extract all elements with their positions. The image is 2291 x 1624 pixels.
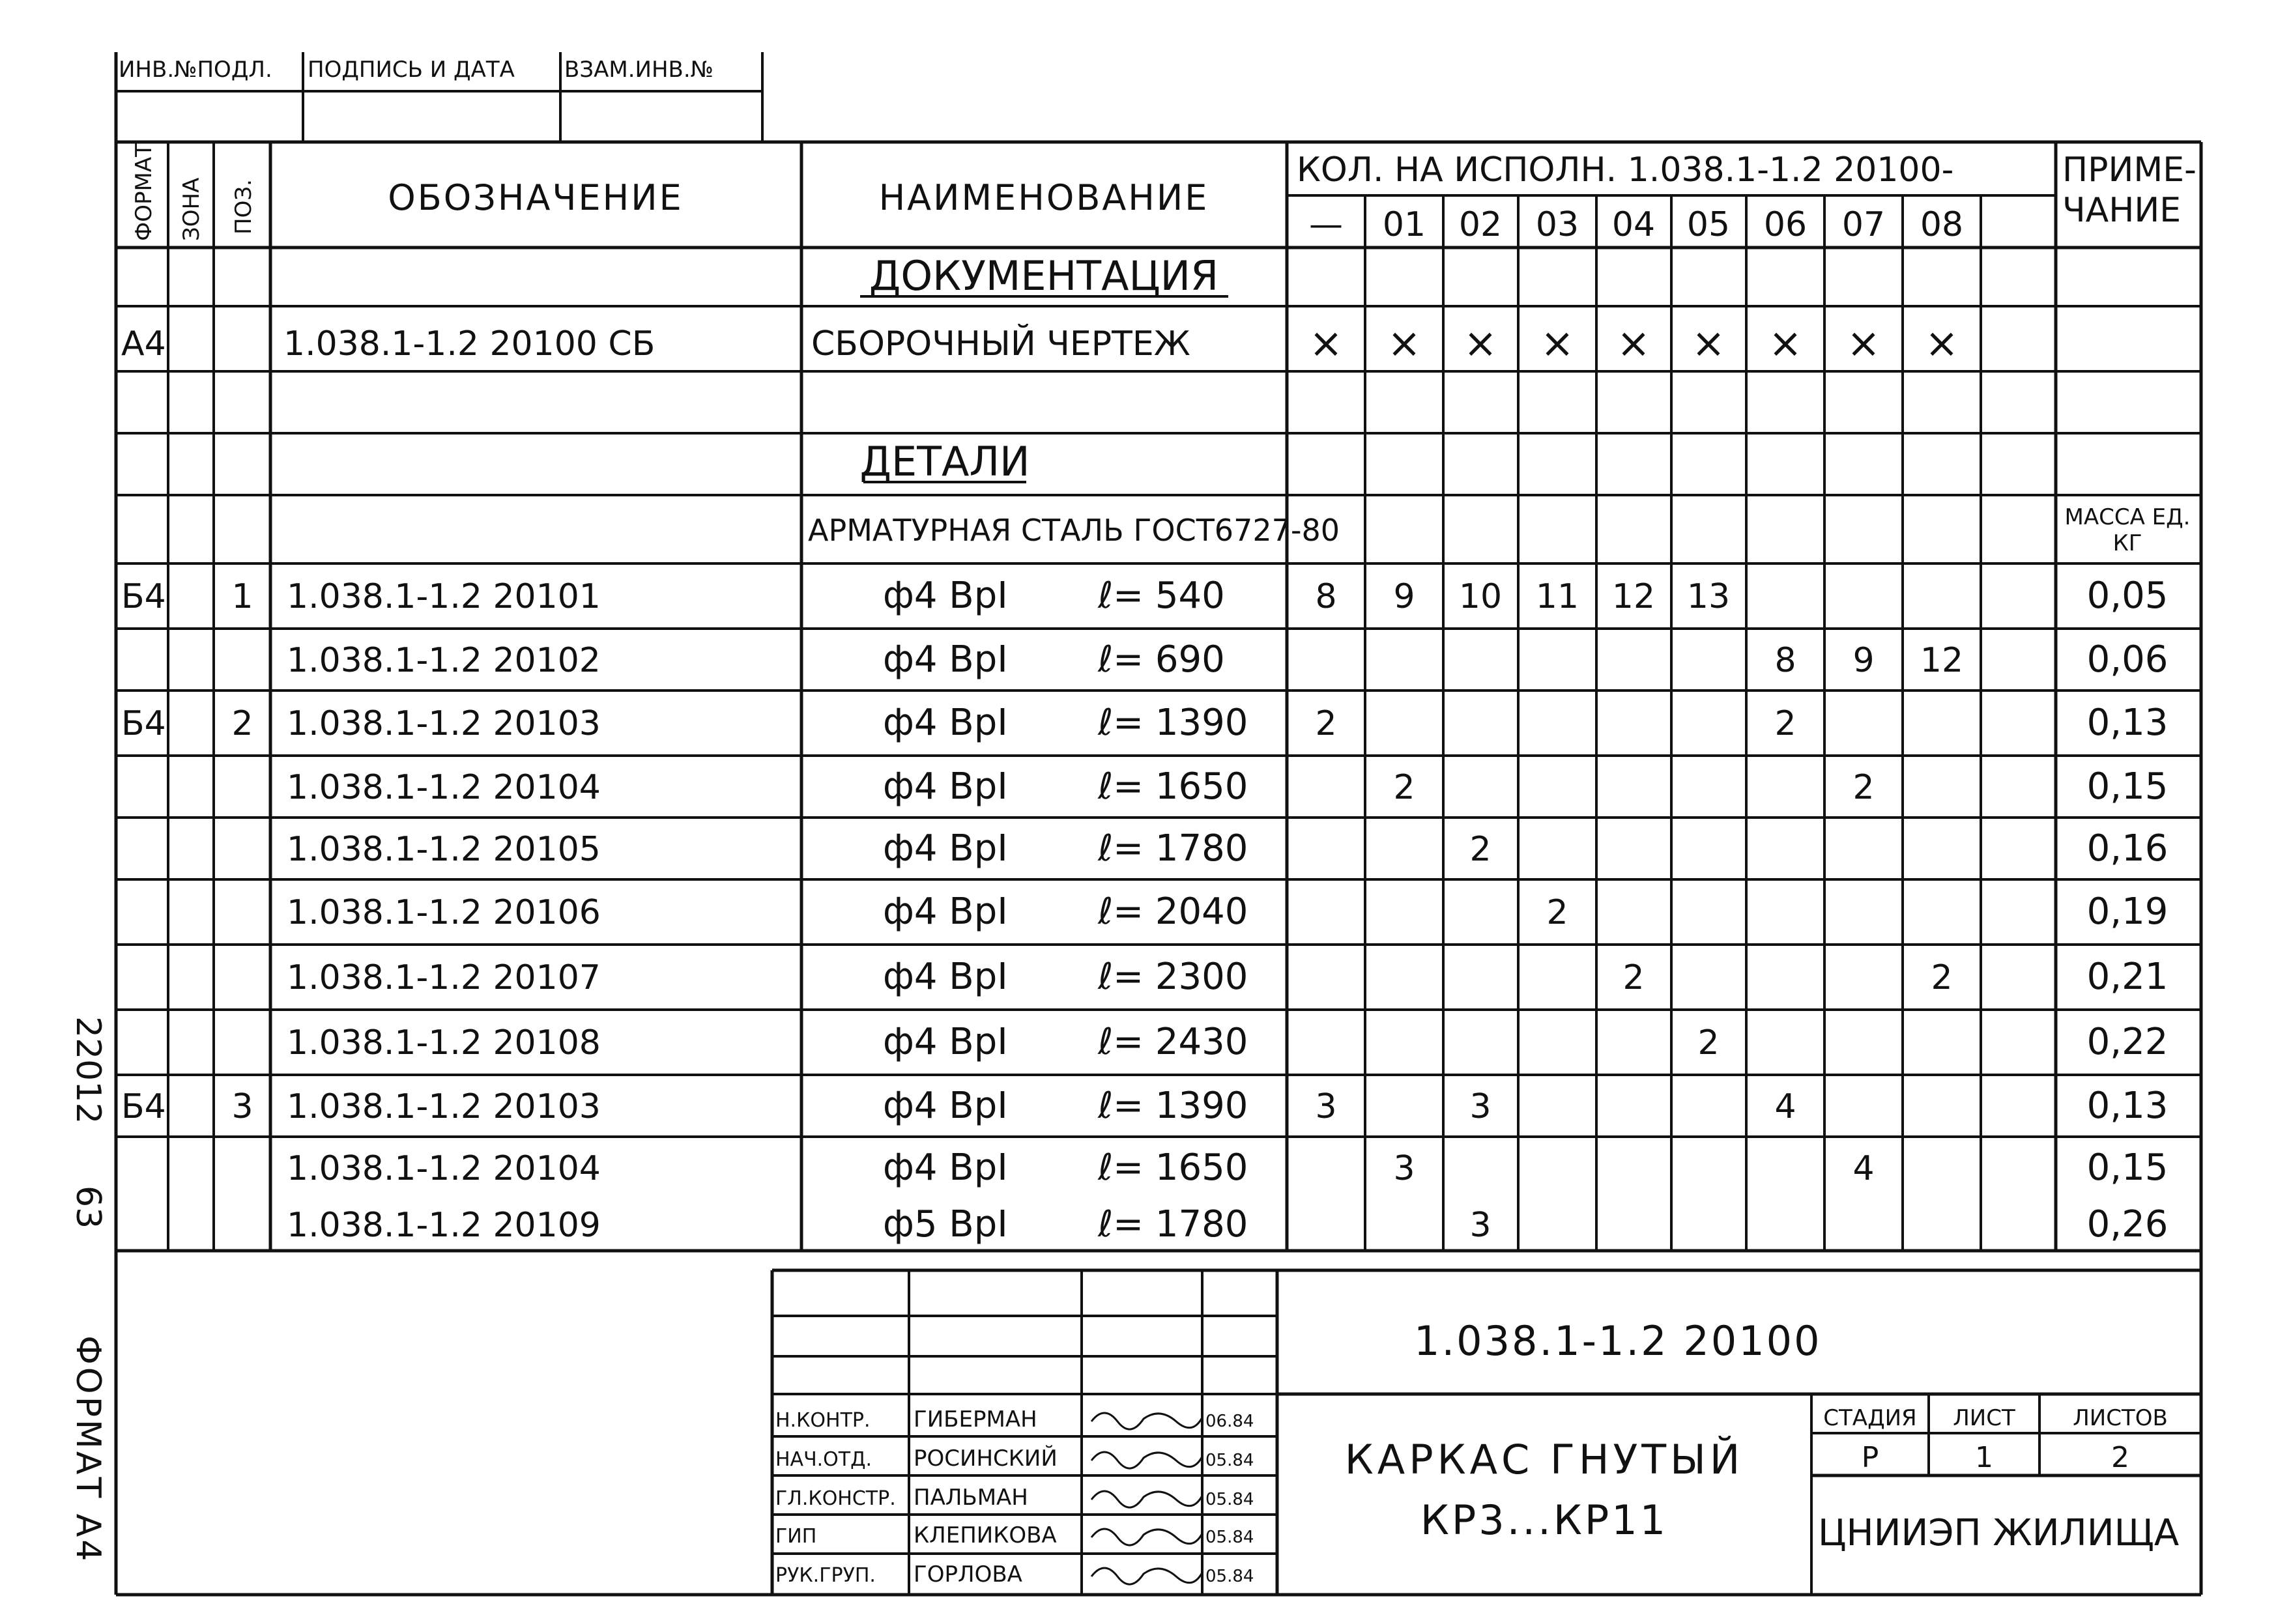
row-mass: 0,06 bbox=[2086, 638, 2169, 681]
signers-table bbox=[775, 1406, 1254, 1588]
table-row bbox=[287, 638, 2168, 681]
row-length: ℓ= 2040 bbox=[1098, 890, 1248, 933]
row-designation: 1.038.1-1.2 20105 bbox=[287, 830, 601, 869]
signer-name: ГОРЛОВА bbox=[914, 1561, 1022, 1588]
row-designation: 1.038.1-1.2 20103 bbox=[287, 704, 601, 743]
stamp-inv-header: ИНВ.№ПОДЛ. bbox=[119, 57, 272, 83]
row-length: ℓ= 1650 bbox=[1098, 765, 1248, 808]
table-row bbox=[287, 765, 2168, 808]
row-pos: 3 bbox=[231, 1087, 253, 1126]
signer-date: 05.84 bbox=[1205, 1567, 1254, 1586]
row-qty: 2 bbox=[1393, 768, 1415, 807]
signer-name: РОСИНСКИЙ bbox=[914, 1446, 1058, 1472]
row-qty: 2 bbox=[1546, 893, 1568, 932]
signature bbox=[1091, 1491, 1202, 1507]
row-length: ℓ= 1780 bbox=[1098, 1203, 1248, 1246]
row-mass: 0,19 bbox=[2086, 890, 2169, 933]
row-qty: 4 bbox=[1852, 1149, 1875, 1188]
sheets-value: 2 bbox=[2111, 1441, 2129, 1474]
row-name: ф4 ВрI bbox=[883, 575, 1008, 617]
row-name: ф4 ВрI bbox=[883, 1021, 1008, 1063]
row-qty: 3 bbox=[1393, 1149, 1415, 1188]
row-designation: 1.038.1-1.2 20104 bbox=[287, 1149, 601, 1188]
header-variant: 03 bbox=[1535, 205, 1579, 244]
table-row bbox=[121, 575, 2168, 617]
row-qty: 3 bbox=[1315, 1087, 1337, 1126]
header-name: НАИМЕНОВАНИЕ bbox=[878, 177, 1209, 218]
signer-name: ГИБЕРМАН bbox=[914, 1406, 1037, 1432]
row-qty: 3 bbox=[1469, 1206, 1491, 1245]
table-row bbox=[121, 1085, 2168, 1127]
row-qty: 3 bbox=[1469, 1087, 1491, 1126]
row-designation: 1.038.1-1.2 20102 bbox=[287, 641, 601, 680]
row-format: Б4 bbox=[121, 704, 166, 743]
row-length: ℓ= 1390 bbox=[1098, 1085, 1248, 1127]
signature bbox=[1091, 1452, 1202, 1468]
sheet-label: ЛИСТ bbox=[1953, 1405, 2015, 1431]
title-block bbox=[116, 1251, 2201, 1595]
organization: ЦНИИЭП ЖИЛИЩА bbox=[1818, 1512, 2180, 1554]
row-length: ℓ= 690 bbox=[1098, 638, 1225, 681]
row-designation: 1.038.1-1.2 20103 bbox=[287, 1087, 601, 1126]
signer-row bbox=[775, 1522, 1254, 1548]
row-mass: 0,13 bbox=[2086, 1085, 2169, 1127]
row-qty: 10 bbox=[1458, 577, 1503, 616]
title-line2: КР3...КР11 bbox=[1420, 1496, 1669, 1544]
header-variant: 08 bbox=[1920, 205, 1964, 244]
row-name: ф4 ВрI bbox=[883, 638, 1008, 681]
row-designation: 1.038.1-1.2 20109 bbox=[287, 1206, 601, 1245]
doc-mark: × bbox=[1309, 319, 1343, 367]
table-row bbox=[287, 1021, 2168, 1063]
stage-label: СТАДИЯ bbox=[1823, 1405, 1917, 1431]
row-name: ф4 ВрI bbox=[883, 890, 1008, 933]
header-variant: 01 bbox=[1382, 205, 1426, 244]
row-mass: 0,22 bbox=[2086, 1021, 2169, 1063]
section-labels bbox=[808, 252, 2191, 556]
row-pos: 2 bbox=[231, 704, 253, 743]
signer-row bbox=[775, 1445, 1254, 1472]
signature bbox=[1091, 1568, 1202, 1584]
table-row bbox=[287, 956, 2168, 998]
sheet-value: 1 bbox=[1975, 1441, 1993, 1474]
detail-rows bbox=[121, 575, 2168, 1246]
top-stamp bbox=[116, 52, 762, 142]
row-qty: 12 bbox=[1611, 577, 1656, 616]
row-designation: 1.038.1-1.2 20108 bbox=[287, 1023, 601, 1062]
signature bbox=[1091, 1529, 1202, 1545]
stamp-signature-header: ПОДПИСЬ И ДАТА bbox=[308, 57, 515, 83]
row-mass: 0,13 bbox=[2086, 702, 2169, 744]
header-designation: ОБОЗНАЧЕНИЕ bbox=[388, 177, 684, 218]
doc-mark: × bbox=[1692, 319, 1725, 367]
row-designation: 1.038.1-1.2 20107 bbox=[287, 958, 601, 997]
mass-unit-line2: КГ bbox=[2112, 530, 2142, 556]
stamp-replace-header: ВЗАМ.ИНВ.№ bbox=[564, 57, 714, 83]
doc-mark: × bbox=[1540, 319, 1574, 367]
signer-name: КЛЕПИКОВА bbox=[914, 1522, 1057, 1548]
signature bbox=[1091, 1413, 1202, 1429]
row-length: ℓ= 1780 bbox=[1098, 827, 1248, 870]
doc-mark: × bbox=[1463, 319, 1497, 367]
signer-date: 05.84 bbox=[1205, 1451, 1254, 1470]
margin-format-label: ФОРМАТ А4 bbox=[68, 1335, 108, 1564]
doc-code: 1.038.1-1.2 20100 bbox=[1414, 1317, 1822, 1365]
row-name: ф4 ВрI bbox=[883, 827, 1008, 870]
signer-date: 06.84 bbox=[1205, 1412, 1254, 1431]
sheets-label: ЛИСТОВ bbox=[2073, 1405, 2168, 1431]
row-mass: 0,15 bbox=[2086, 765, 2169, 808]
section-documentation: ДОКУМЕНТАЦИЯ bbox=[869, 252, 1219, 300]
signer-row bbox=[775, 1485, 1254, 1511]
row-qty: 2 bbox=[1931, 958, 1953, 997]
row-qty: 9 bbox=[1393, 577, 1415, 616]
row-qty: 13 bbox=[1686, 577, 1731, 616]
row-length: ℓ= 540 bbox=[1098, 575, 1225, 617]
signer-row bbox=[775, 1406, 1254, 1432]
header-format: ФОРМАТ bbox=[131, 143, 157, 241]
doc-mark: × bbox=[1847, 319, 1880, 367]
doc-row bbox=[121, 319, 1959, 367]
row-qty: 8 bbox=[1315, 577, 1337, 616]
doc-mark: × bbox=[1387, 319, 1421, 367]
row-name: ф4 ВрI bbox=[883, 702, 1008, 744]
table-row bbox=[287, 1147, 2168, 1189]
margin-number: 22012 bbox=[68, 1016, 108, 1124]
row-qty: 2 bbox=[1469, 830, 1491, 869]
row-pos: 1 bbox=[231, 577, 253, 616]
row-designation: 1.038.1-1.2 20104 bbox=[287, 768, 601, 807]
signer-role: ГИП bbox=[775, 1525, 817, 1548]
row-name: ф4 ВрI bbox=[883, 956, 1008, 998]
material-label: АРМАТУРНАЯ СТАЛЬ ГОСТ6727-80 bbox=[808, 513, 1340, 548]
doc-mark: × bbox=[1925, 319, 1959, 367]
signer-role: НАЧ.ОТД. bbox=[775, 1448, 872, 1471]
signer-role: Н.КОНТР. bbox=[775, 1409, 871, 1432]
section-details: ДЕТАЛИ bbox=[859, 438, 1030, 485]
header-variant: 02 bbox=[1458, 205, 1503, 244]
row-mass: 0,21 bbox=[2086, 956, 2169, 998]
header-zone: ЗОНА bbox=[179, 177, 205, 241]
margin-number-2: 63 bbox=[68, 1186, 108, 1229]
row-qty: 2 bbox=[1852, 768, 1875, 807]
table-row bbox=[121, 702, 2168, 744]
row-format: Б4 bbox=[121, 1087, 166, 1126]
doc-mark: × bbox=[1617, 319, 1650, 367]
left-margin bbox=[68, 1016, 108, 1563]
doc-format: А4 bbox=[121, 324, 166, 363]
title-line1: КАРКАС ГНУТЫЙ bbox=[1344, 1436, 1744, 1483]
row-qty: 2 bbox=[1774, 704, 1796, 743]
stage-value: Р bbox=[1861, 1441, 1879, 1474]
row-designation: 1.038.1-1.2 20101 bbox=[287, 577, 601, 616]
row-mass: 0,05 bbox=[2086, 575, 2169, 617]
row-qty: 8 bbox=[1774, 641, 1796, 680]
table-header bbox=[131, 143, 2197, 244]
signer-row bbox=[775, 1561, 1254, 1588]
row-mass: 0,15 bbox=[2086, 1147, 2169, 1189]
row-qty: 2 bbox=[1622, 958, 1645, 997]
header-qty-title: КОЛ. НА ИСПОЛН. 1.038.1-1.2 20100- bbox=[1297, 150, 1954, 190]
row-format: Б4 bbox=[121, 577, 166, 616]
signer-name: ПАЛЬМАН bbox=[914, 1485, 1028, 1511]
header-variant: 06 bbox=[1763, 205, 1808, 244]
table-row bbox=[287, 827, 2168, 870]
row-qty: 12 bbox=[1920, 641, 1964, 680]
row-designation: 1.038.1-1.2 20106 bbox=[287, 893, 601, 932]
header-note-line2: ЧАНИЕ bbox=[2062, 191, 2182, 230]
row-length: ℓ= 1650 bbox=[1098, 1147, 1248, 1189]
mass-unit-line1: МАССА ЕД. bbox=[2064, 504, 2191, 530]
table-row bbox=[287, 890, 2168, 933]
signer-date: 05.84 bbox=[1205, 1528, 1254, 1547]
doc-mark: × bbox=[1768, 319, 1802, 367]
doc-designation: 1.038.1-1.2 20100 СБ bbox=[283, 324, 656, 363]
signer-date: 05.84 bbox=[1205, 1490, 1254, 1509]
header-variant: 05 bbox=[1686, 205, 1731, 244]
doc-name: СБОРОЧНЫЙ ЧЕРТЕЖ bbox=[811, 324, 1190, 363]
row-name: ф4 ВрI bbox=[883, 765, 1008, 808]
signer-role: РУК.ГРУП. bbox=[775, 1564, 876, 1587]
row-length: ℓ= 2300 bbox=[1098, 956, 1248, 998]
row-length: ℓ= 1390 bbox=[1098, 702, 1248, 744]
row-length: ℓ= 2430 bbox=[1098, 1021, 1248, 1063]
row-qty: 2 bbox=[1315, 704, 1337, 743]
header-variant: 04 bbox=[1611, 205, 1656, 244]
row-name: ф4 ВрI bbox=[883, 1147, 1008, 1189]
row-qty: 9 bbox=[1852, 641, 1875, 680]
header-pos: ПОЗ. bbox=[231, 179, 257, 235]
header-variant: — bbox=[1309, 205, 1343, 244]
signer-role: ГЛ.КОНСТР. bbox=[775, 1487, 896, 1510]
row-qty: 4 bbox=[1774, 1087, 1796, 1126]
table-row bbox=[287, 1203, 2168, 1246]
row-name: ф5 ВрI bbox=[883, 1203, 1008, 1246]
row-mass: 0,26 bbox=[2086, 1203, 2169, 1246]
row-mass: 0,16 bbox=[2086, 827, 2169, 870]
row-qty: 11 bbox=[1535, 577, 1579, 616]
header-variant: 07 bbox=[1841, 205, 1886, 244]
row-qty: 2 bbox=[1697, 1023, 1720, 1062]
header-note-line1: ПРИМЕ- bbox=[2062, 150, 2197, 190]
row-name: ф4 ВрI bbox=[883, 1085, 1008, 1127]
